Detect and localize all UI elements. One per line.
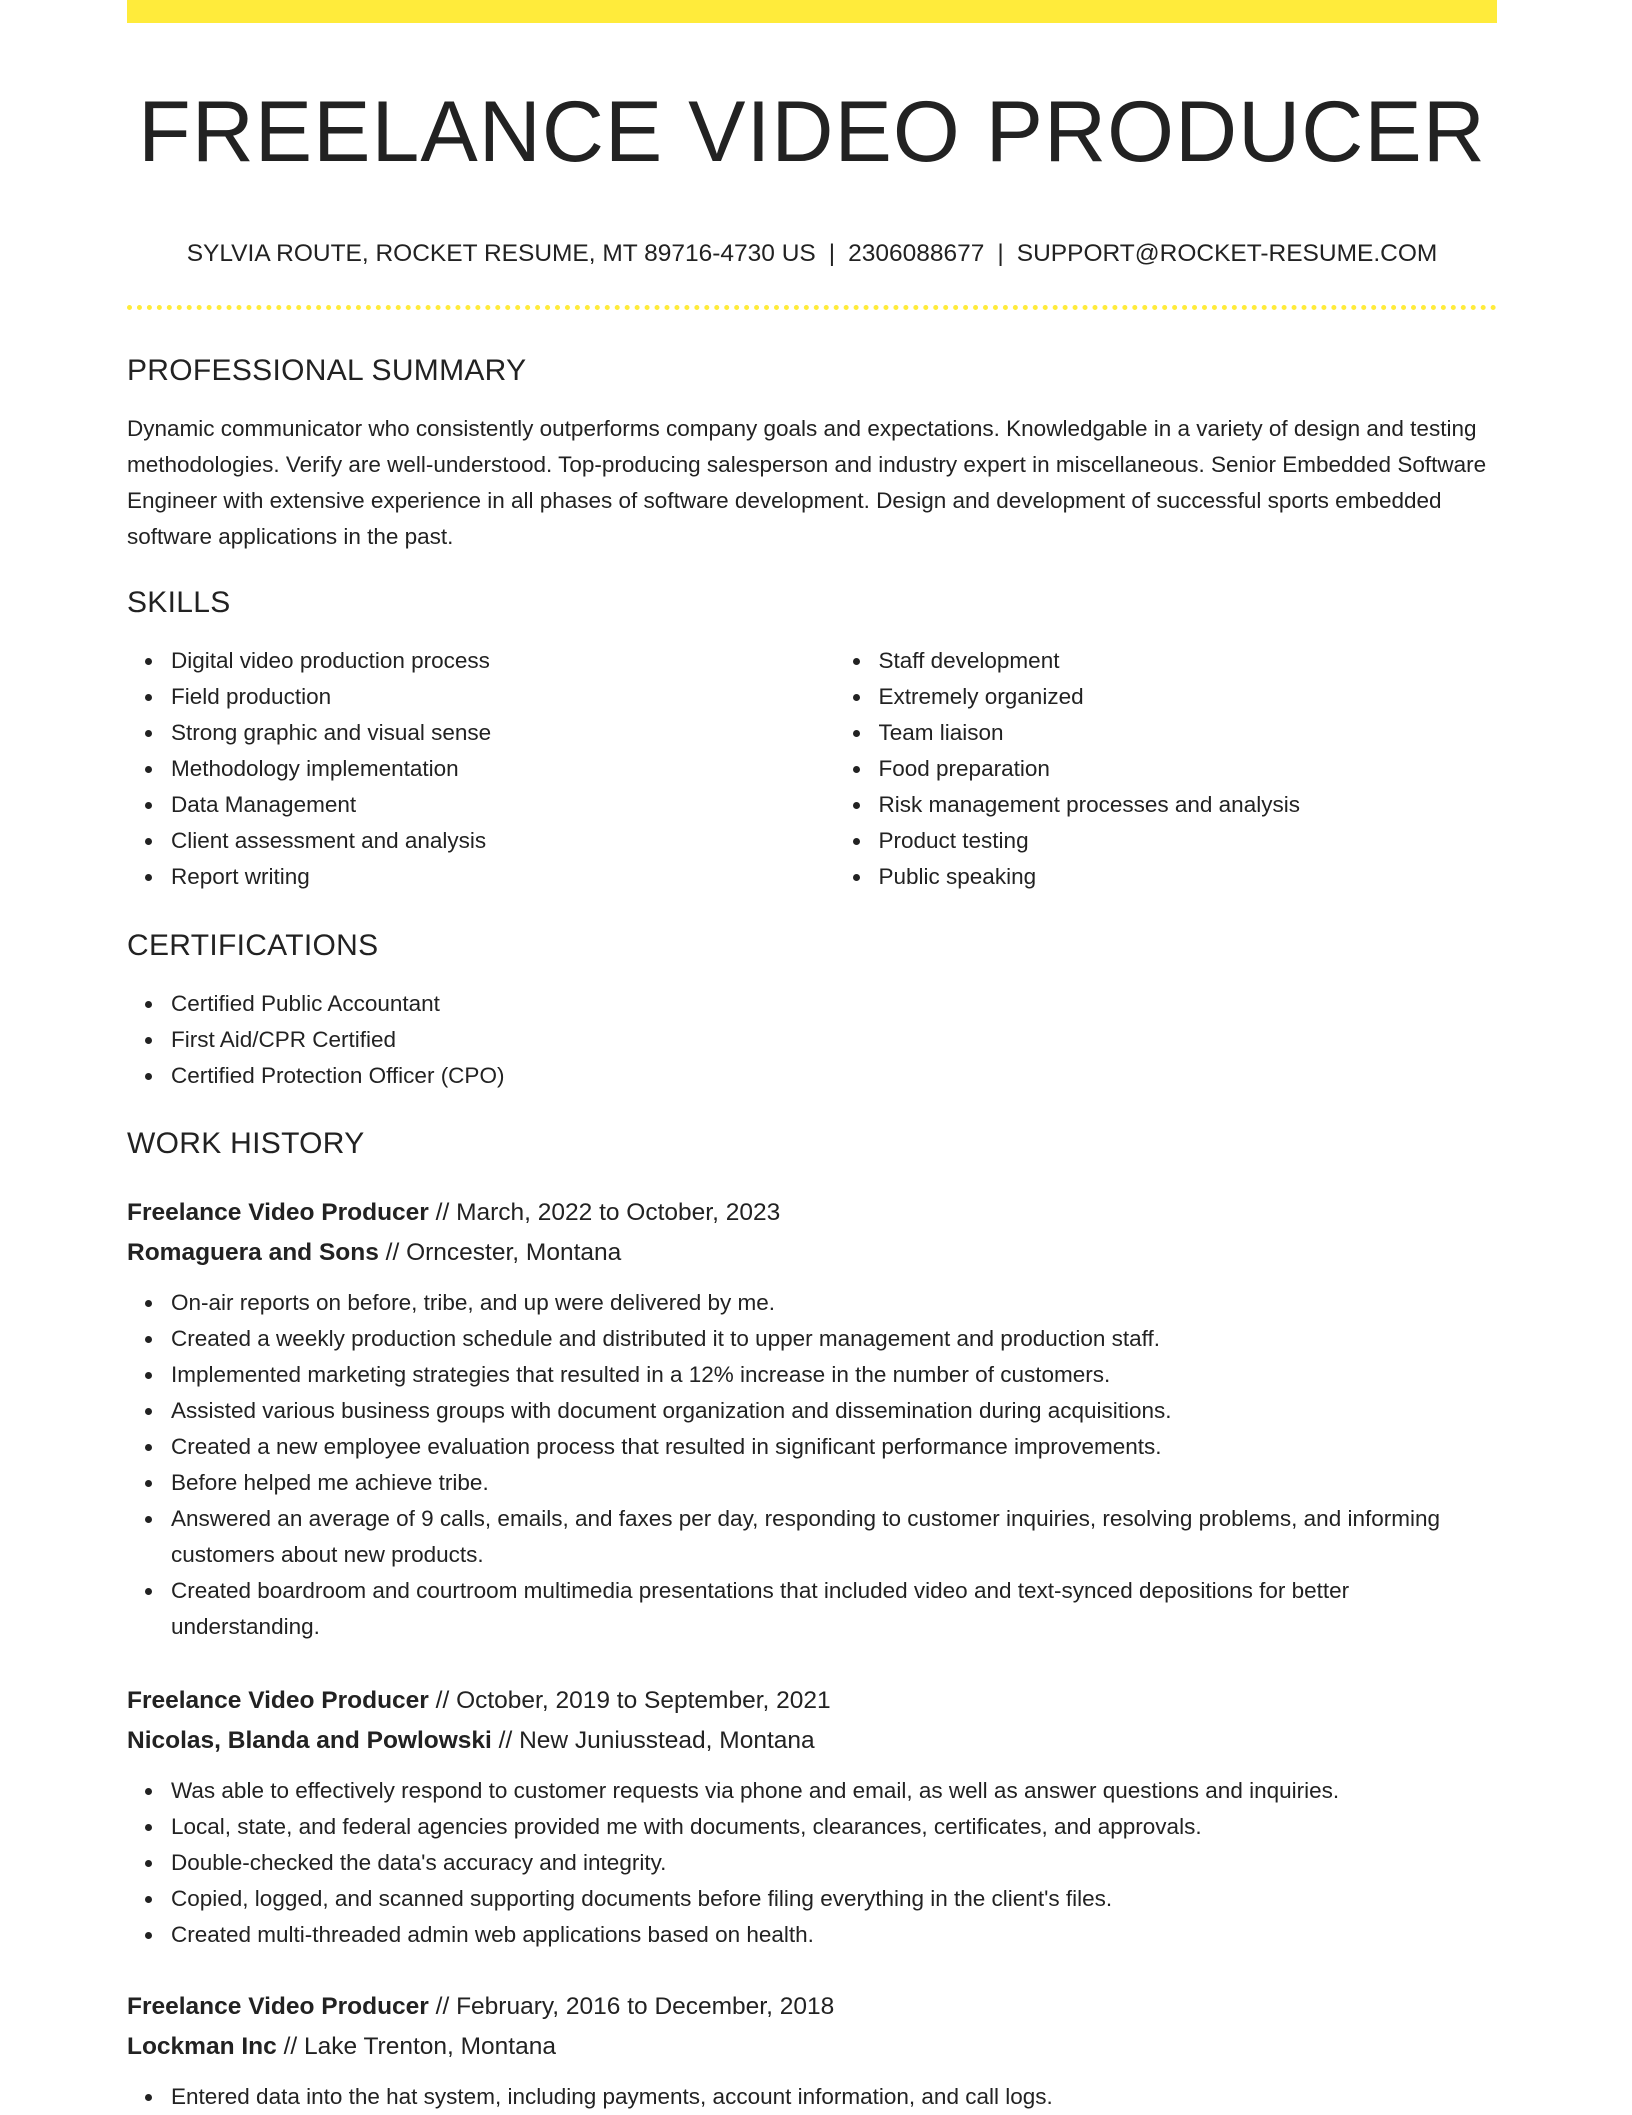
job-bullet: Created a new employee evaluation process that resulted in significant performance improvements. — [171, 1429, 1497, 1465]
skill-item: Methodology implementation — [171, 751, 790, 787]
skills-list-left — [127, 643, 790, 895]
job-bullet: Was able to effectively respond to customer requests via phone and email, as well as answer questions and inquiries. — [171, 1773, 1497, 1809]
job-bullet: Created multi-threaded admin web applications based on health. — [171, 1917, 1497, 1953]
job-bullet: Before helped me achieve tribe. — [171, 1465, 1497, 1501]
skill-item: Risk management processes and analysis — [879, 787, 1498, 823]
job-location: // Lake Trenton, Montana — [276, 2033, 556, 2060]
skills-list-right — [835, 643, 1498, 895]
job-company-line — [127, 1721, 1497, 1761]
skills-heading: SKILLS — [127, 586, 231, 619]
job-bullet: Created a weekly production schedule and distributed it to upper management and production staff. — [171, 1321, 1497, 1357]
resume-title: FREELANCE VIDEO PRODUCER — [138, 84, 1486, 180]
job-entry — [127, 1681, 1497, 1953]
certification-item: Certified Public Accountant — [171, 986, 1497, 1022]
skill-item: Staff development — [879, 643, 1498, 679]
skill-item: Report writing — [171, 859, 790, 895]
job-dates: // March, 2022 to October, 2023 — [428, 1199, 781, 1226]
job-entry — [127, 1987, 1497, 2115]
work-history-heading: WORK HISTORY — [127, 1127, 365, 1160]
job-location: // Orncester, Montana — [378, 1239, 622, 1266]
skills-section — [127, 583, 1497, 895]
job-title-line — [127, 1681, 1497, 1721]
skill-item: Extremely organized — [879, 679, 1498, 715]
certifications-section — [127, 926, 1497, 1094]
certification-item: Certified Protection Officer (CPO) — [171, 1058, 1497, 1094]
job-company-line — [127, 2027, 1497, 2067]
job-location: // New Juniusstead, Montana — [491, 1727, 815, 1754]
job-bullet: Entered data into the hat system, including payments, account information, and call logs. — [171, 2079, 1497, 2115]
skill-item: Strong graphic and visual sense — [171, 715, 790, 751]
job-bullets — [127, 2079, 1497, 2115]
skill-item: Public speaking — [879, 859, 1498, 895]
skill-item: Client assessment and analysis — [171, 823, 790, 859]
summary-heading: PROFESSIONAL SUMMARY — [127, 354, 527, 387]
job-title: Freelance Video Producer — [127, 1687, 429, 1714]
header-divider — [127, 305, 1497, 310]
summary-text: Dynamic communicator who consistently outperforms company goals and expectations. Knowledgable in a variety of design and testing methodologies. Verify are well-understood. Top-producing salesperson and industry expert in miscellaneous. Senior Embedded Software Engineer with extensive experience in all phases of software development. Design and development of successful sports embedded software applications in the past. — [127, 416, 1487, 549]
job-bullets — [127, 1773, 1497, 1953]
skills-columns — [127, 643, 1497, 895]
contact-phone: 2306088677 — [848, 240, 985, 267]
job-bullet: Assisted various business groups with document organization and dissemination during acquisitions. — [171, 1393, 1497, 1429]
job-company: Nicolas, Blanda and Powlowski — [127, 1727, 492, 1754]
contact-address: SYLVIA ROUTE, ROCKET RESUME, MT 89716-4730 US — [186, 240, 816, 267]
job-title-line — [127, 1193, 1497, 1233]
contact-separator: | — [828, 240, 836, 267]
job-bullets — [127, 1285, 1497, 1645]
job-bullet: Double-checked the data's accuracy and integrity. — [171, 1845, 1497, 1881]
skill-item: Data Management — [171, 787, 790, 823]
skill-item: Product testing — [879, 823, 1498, 859]
summary-section — [127, 351, 1497, 555]
skill-item: Food preparation — [879, 751, 1498, 787]
job-title-line — [127, 1987, 1497, 2027]
contact-line — [127, 236, 1497, 272]
job-title: Freelance Video Producer — [127, 1199, 429, 1226]
job-bullet: Answered an average of 9 calls, emails, and faxes per day, responding to customer inquiries, resolving problems, and informing customers about new products. — [171, 1501, 1497, 1573]
job-bullet: Copied, logged, and scanned supporting documents before filing everything in the client's files. — [171, 1881, 1497, 1917]
job-dates: // February, 2016 to December, 2018 — [428, 1993, 835, 2020]
work-history-section — [127, 1124, 1497, 1164]
certification-item: First Aid/CPR Certified — [171, 1022, 1497, 1058]
job-entry — [127, 1193, 1497, 1645]
job-company: Romaguera and Sons — [127, 1239, 379, 1266]
job-bullet: On-air reports on before, tribe, and up were delivered by me. — [171, 1285, 1497, 1321]
job-bullet: Implemented marketing strategies that resulted in a 12% increase in the number of customers. — [171, 1357, 1497, 1393]
job-company: Lockman Inc — [127, 2033, 277, 2060]
contact-email: SUPPORT@ROCKET-RESUME.COM — [1016, 240, 1438, 267]
certifications-list — [127, 986, 1497, 1094]
job-dates: // October, 2019 to September, 2021 — [428, 1687, 831, 1714]
job-bullet: Created boardroom and courtroom multimedia presentations that included video and text-synced depositions for better understanding. — [171, 1573, 1497, 1645]
top-accent-bar — [127, 0, 1497, 23]
job-bullet: Local, state, and federal agencies provided me with documents, clearances, certificates, and approvals. — [171, 1809, 1497, 1845]
job-company-line — [127, 1233, 1497, 1273]
skill-item: Field production — [171, 679, 790, 715]
skill-item: Digital video production process — [171, 643, 790, 679]
certifications-heading: CERTIFICATIONS — [127, 929, 379, 962]
contact-separator: | — [997, 240, 1004, 267]
skill-item: Team liaison — [879, 715, 1498, 751]
job-title: Freelance Video Producer — [127, 1993, 429, 2020]
